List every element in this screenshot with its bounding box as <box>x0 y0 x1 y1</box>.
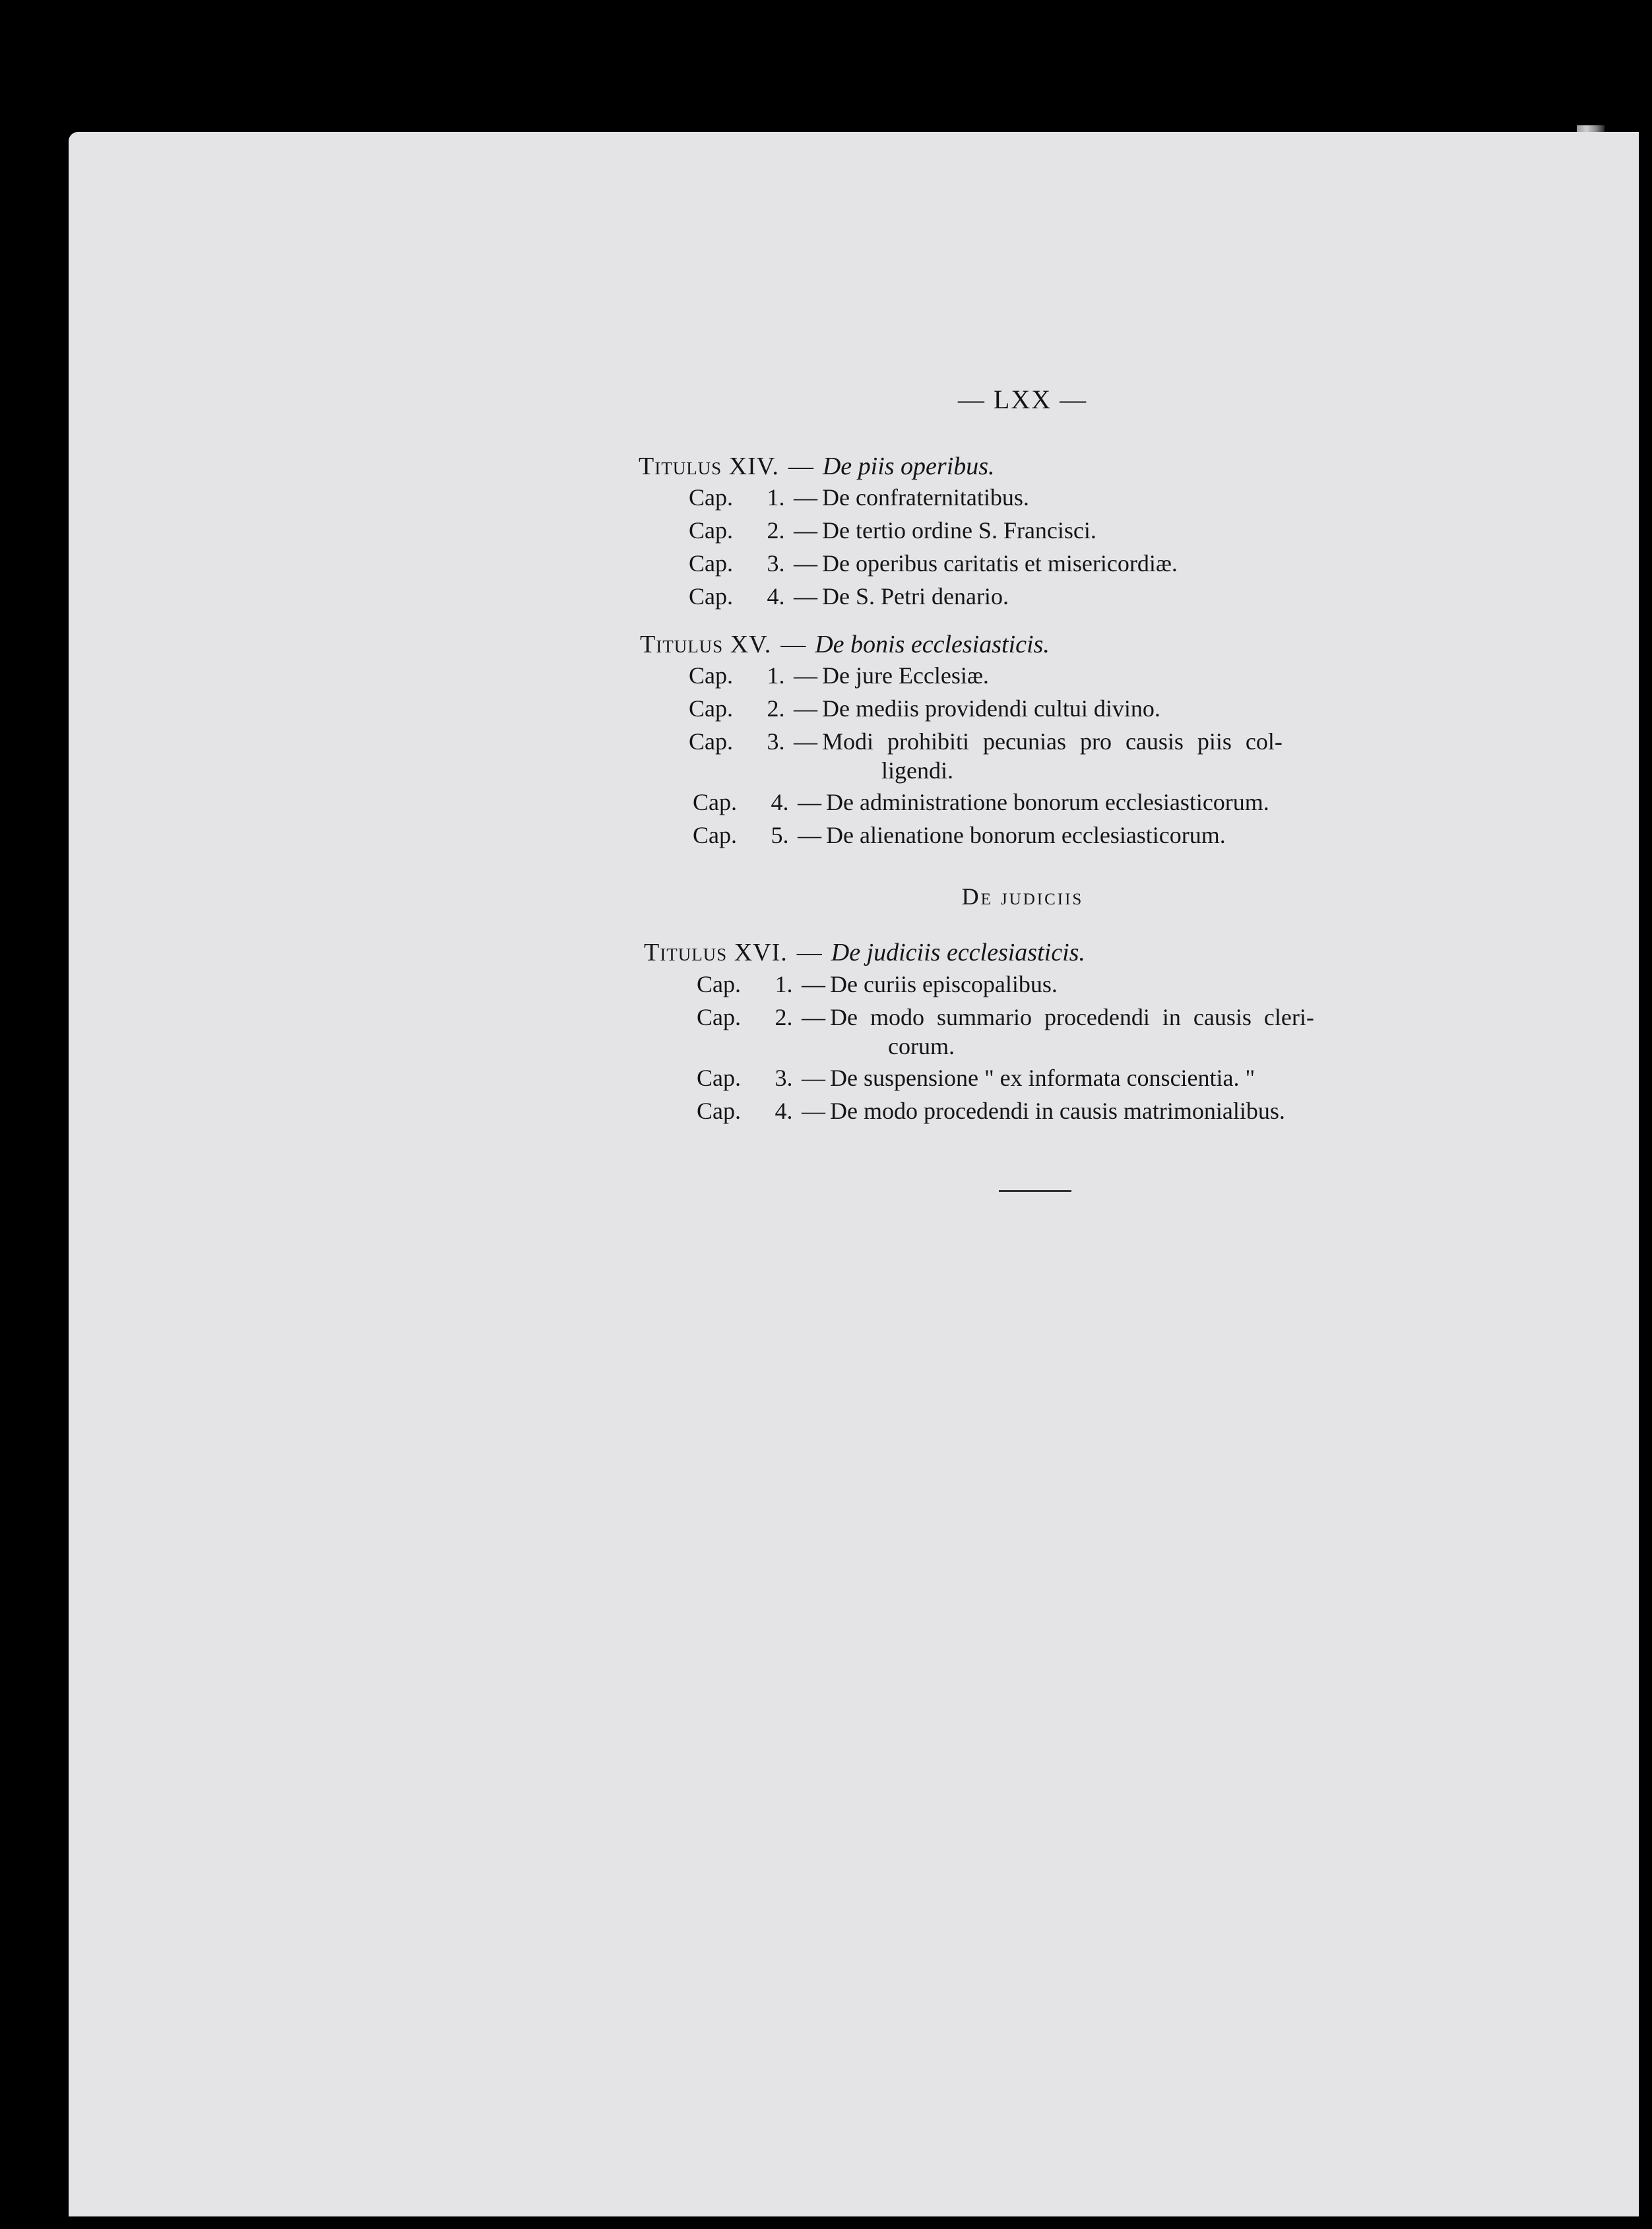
cap-title-continuation: ligendi. <box>881 757 953 784</box>
cap-number: 4. <box>771 789 789 815</box>
chapter-row <box>697 1003 1314 1031</box>
document-page <box>69 132 1639 2216</box>
cap-number: 2. <box>767 695 785 722</box>
dash: — <box>802 1098 825 1124</box>
cap-title: De tertio ordine S. Francisci. <box>822 517 1096 544</box>
cap-title: Modi prohibiti pecunias pro causis piis col- <box>822 728 1283 755</box>
dash: — <box>796 939 822 966</box>
titulus-heading <box>639 452 995 481</box>
cap-number: 1. <box>775 971 793 997</box>
cap-label: Cap. <box>697 1004 741 1030</box>
chapter-row <box>689 484 1029 511</box>
cap-title: De curiis episcopalibus. <box>830 971 1058 997</box>
cap-label: Cap. <box>689 695 733 722</box>
dash: — <box>780 631 806 658</box>
dash: — <box>794 662 817 689</box>
cap-label: Cap. <box>689 583 733 610</box>
dash: — <box>794 728 817 755</box>
cap-title: De mediis providendi cultui divino. <box>822 695 1160 722</box>
cap-label: Cap. <box>697 971 741 997</box>
chapter-row <box>693 788 1269 816</box>
cap-label: Cap. <box>693 789 737 815</box>
cap-number: 2. <box>767 517 785 544</box>
cap-number: 3. <box>767 550 785 577</box>
chapter-row <box>689 662 989 689</box>
dash: — <box>798 789 821 815</box>
chapter-row <box>689 517 1096 544</box>
chapter-row <box>689 695 1160 722</box>
dash: — <box>794 484 817 511</box>
dash: — <box>794 517 817 544</box>
cap-number: 1. <box>767 662 785 689</box>
chapter-row <box>689 728 1283 755</box>
dash: — <box>802 1065 825 1091</box>
dash: — <box>794 550 817 577</box>
cap-title: De modo procedendi in causis matrimonialibus. <box>830 1098 1285 1124</box>
titulus-label: Titulus XVI. <box>644 939 788 966</box>
cap-label: Cap. <box>693 822 737 848</box>
cap-label: Cap. <box>689 517 733 544</box>
titulus-heading <box>640 630 1050 659</box>
cap-number: 5. <box>771 822 789 848</box>
dash: — <box>794 583 817 610</box>
chapter-row <box>697 1097 1285 1125</box>
chapter-row <box>697 970 1058 998</box>
titulus-label: Titulus XV. <box>640 631 772 658</box>
chapter-row <box>689 582 1009 610</box>
cap-label: Cap. <box>689 484 733 511</box>
cap-title: De operibus caritatis et misericordiæ. <box>822 550 1178 577</box>
end-rule <box>999 1190 1071 1192</box>
cap-label: Cap. <box>689 662 733 689</box>
cap-label: Cap. <box>689 550 733 577</box>
cap-title: De administratione bonorum ecclesiasticorum. <box>826 789 1269 815</box>
cap-number: 4. <box>767 583 785 610</box>
cap-number: 2. <box>775 1004 793 1030</box>
titulus-title: De judiciis ecclesiasticis. <box>831 939 1085 966</box>
cap-label: Cap. <box>697 1065 741 1091</box>
cap-number: 3. <box>775 1065 793 1091</box>
titulus-title: De piis operibus. <box>822 453 995 480</box>
cap-number: 4. <box>775 1098 793 1124</box>
titulus-heading <box>644 938 1085 967</box>
page-number: — LXX — <box>957 385 1088 414</box>
section-heading: De judiciis <box>961 883 1084 910</box>
cap-title: De alienatione bonorum ecclesiasticorum. <box>826 822 1226 848</box>
dash: — <box>802 1004 825 1030</box>
cap-title: De suspensione " ex informata conscientia. " <box>830 1065 1255 1091</box>
dash: — <box>788 453 813 480</box>
chapter-row <box>689 549 1178 577</box>
dash: — <box>802 971 825 997</box>
titulus-title: De bonis ecclesiasticis. <box>815 631 1050 658</box>
cap-label: Cap. <box>689 728 733 755</box>
chapter-row <box>693 821 1226 849</box>
cap-title: De jure Ecclesiæ. <box>822 662 989 689</box>
dash: — <box>794 695 817 722</box>
cap-number: 1. <box>767 484 785 511</box>
cap-label: Cap. <box>697 1098 741 1124</box>
cap-title: De S. Petri denario. <box>822 583 1009 610</box>
cap-title: De confraternitatibus. <box>822 484 1029 511</box>
dash: — <box>798 822 821 848</box>
cap-title: De modo summario procedendi in causis cleri- <box>830 1004 1314 1030</box>
cap-number: 3. <box>767 728 785 755</box>
chapter-row <box>697 1064 1255 1092</box>
titulus-label: Titulus XIV. <box>639 453 779 480</box>
cap-title-continuation: corum. <box>888 1033 955 1059</box>
